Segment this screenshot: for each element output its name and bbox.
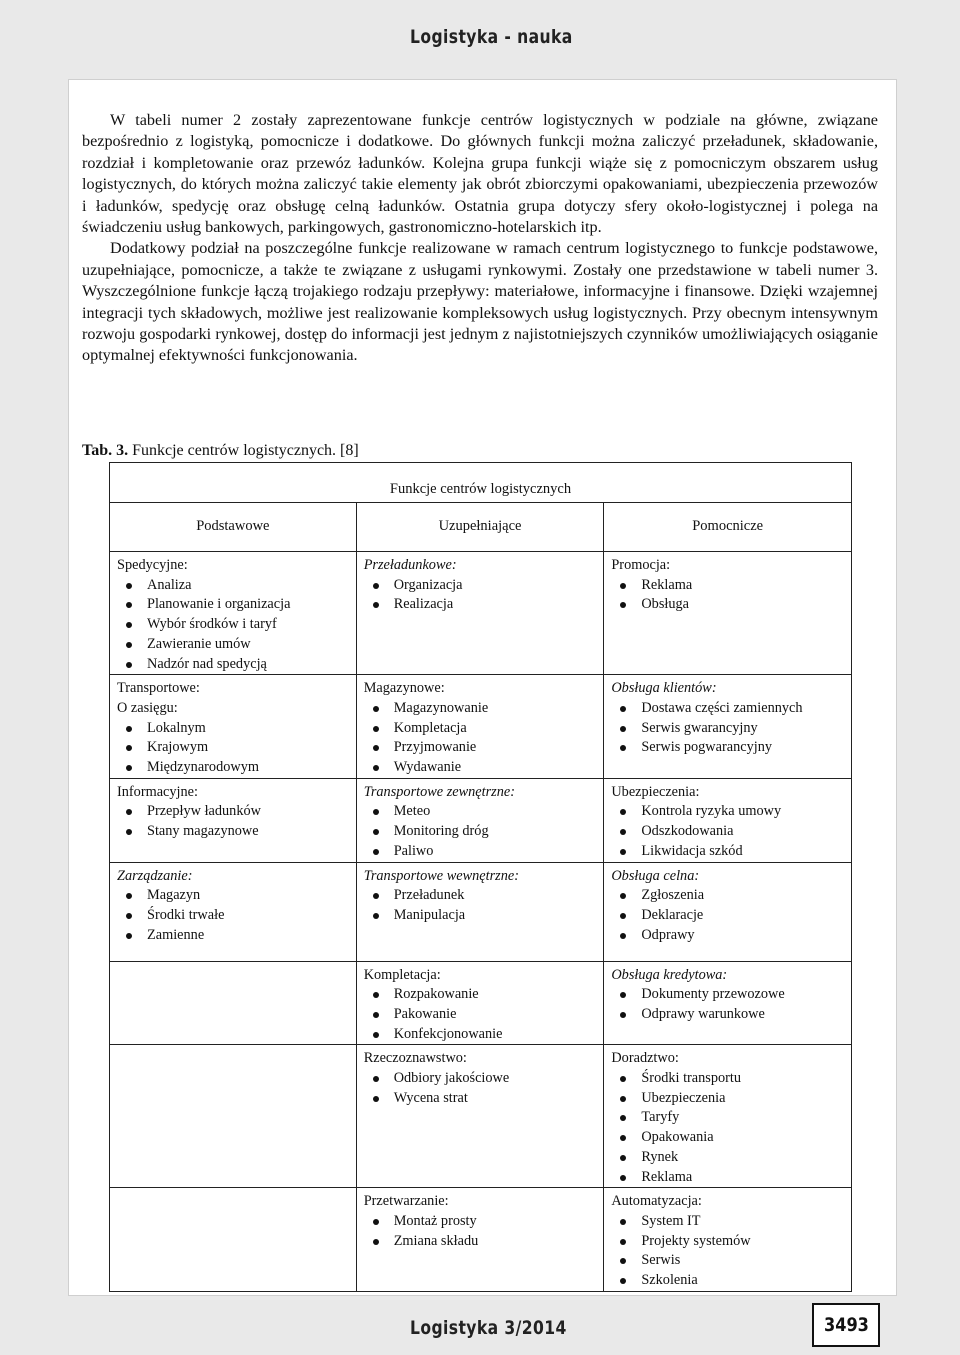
group-title: Doradztwo:: [611, 1050, 679, 1067]
table-cell: [604, 862, 852, 961]
table-cell: [604, 961, 852, 1045]
group-title: Transportowe:: [117, 680, 200, 697]
paragraph: W tabeli numer 2 zostały zaprezentowane funkcje centrów logistycznych w podziale na główne, związane bezpośrednio z logistyką, pomocnicze i dodatkowe. Do głównych funkcji można zaliczyć przeładunek, składowanie, rozdział i kompletowanie oraz przewóz ładunków. Kolejna grupa funkcji wiąże się z pomocniczym obszarem usług logistycznych, do których można zaliczyć takie elementy jak obrót zbiorczymi opakowaniami, ubezpieczenia przewozów i ładunków, spedycję oraz obsługę celną ładunków. Ostatnia grupa dotyczy sfery około-logistycznej i polega na świadczeniu usług bankowych, parkingowych, gastronomiczno-hotelarskich itp.: [82, 111, 878, 237]
list-item: Zamienne: [117, 926, 350, 946]
list-item: Przepływ ładunków: [117, 802, 350, 822]
column-header-pomocnicze: Pomocnicze: [604, 503, 852, 552]
functions-table: [109, 462, 852, 1292]
list-item: Konfekcjonowanie: [364, 1025, 598, 1045]
page-header: [0, 0, 960, 80]
page-number-box: [812, 1303, 880, 1347]
list-item: Serwis gwarancyjny: [611, 719, 845, 739]
bullet-list: [364, 1069, 598, 1108]
list-item: Odprawy: [611, 926, 845, 946]
list-item: Zmiana składu: [364, 1232, 598, 1252]
group-title: Spedycyjne:: [117, 557, 188, 573]
list-item: Międzynarodowym: [117, 758, 350, 778]
list-item: Organizacja: [364, 576, 598, 596]
table-cell: [604, 675, 852, 779]
table-cell: [604, 778, 852, 862]
table-cell: [356, 1188, 604, 1292]
group-title: Promocja:: [611, 557, 671, 573]
table-cell: [604, 552, 852, 675]
list-item: Obsługa: [611, 595, 845, 615]
list-item: Reklama: [611, 576, 845, 596]
list-item: Krajowym: [117, 738, 350, 758]
table-cell: [110, 675, 357, 779]
bullet-list: [117, 576, 350, 675]
list-item: Magazynowanie: [364, 699, 598, 719]
group-title: Przeładunkowe:: [363, 557, 457, 573]
list-item: Rynek: [611, 1148, 845, 1168]
list-item: Zgłoszenia: [611, 886, 845, 906]
table-row: [110, 862, 852, 961]
table-cell: [356, 862, 604, 961]
table-row: [110, 1045, 852, 1188]
bullet-list: [364, 576, 598, 615]
table-cell: [110, 552, 357, 675]
bullet-list: [611, 699, 845, 758]
paragraph: Dodatkowy podział na poszczególne funkcje realizowane w ramach centrum logistycznego to funkcje podstawowe, uzupełniające, pomocnicze, a także te związane z usługami rynkowymi. Zostały one przedstawione w tabeli numer 3. Wyszczególnione funkcje łączą trojakiego rodzaju przepływy: materiałowe, informacyjne i finansowe. Dzięki wzajemnej integracji tych składowych, możliwe jest realizowanie kompleksowych usług logistycznych. Przy obecnym intensywnym rozwoju gospodarki rynkowej, dostęp do informacji jest jednym z najistotniejszych czynników umożliwiających osiąganie optymalnej efektywności funkcjonowania.: [82, 239, 878, 365]
list-item: System IT: [611, 1212, 845, 1232]
group-title: Obsługa kredytowa:: [611, 966, 728, 983]
table-cell: [110, 1045, 357, 1188]
footer-journal: Logistyka 3/2014: [410, 1317, 567, 1339]
bullet-list: [364, 802, 598, 861]
table-caption: [82, 442, 359, 460]
list-item: Opakowania: [611, 1128, 845, 1148]
list-item: Deklaracje: [611, 906, 845, 926]
table-row: [110, 778, 852, 862]
list-item: Paliwo: [364, 842, 598, 862]
list-item: Serwis pogwarancyjny: [611, 738, 845, 758]
bullet-list: [364, 886, 598, 925]
group-title: Ubezpieczenia:: [611, 783, 700, 800]
group-title: Transportowe zewnętrzne:: [363, 783, 516, 800]
list-item: Odprawy warunkowe: [611, 1005, 845, 1025]
bullet-list: [611, 1212, 845, 1291]
list-item: Realizacja: [364, 595, 598, 615]
list-item: Kontrola ryzyka umowy: [611, 802, 845, 822]
list-item: Projekty systemów: [611, 1232, 845, 1252]
table-title: Funkcje centrów logistycznych: [110, 463, 852, 503]
list-item: Odbiory jakościowe: [364, 1069, 598, 1089]
caption-label: Tab. 3.: [82, 442, 129, 459]
table-cell: [356, 961, 604, 1045]
bullet-list: [364, 699, 598, 778]
list-item: Szkolenia: [611, 1271, 845, 1291]
group-title: Obsługa klientów:: [611, 680, 717, 697]
group-title: Rzeczoznawstwo:: [363, 1050, 467, 1067]
column-header-uzupelniajace: Uzupełniające: [356, 503, 604, 552]
list-item: Przyjmowanie: [364, 738, 598, 758]
list-item: Kompletacja: [364, 719, 598, 739]
list-item: Środki trwałe: [117, 906, 350, 926]
bullet-list: [117, 719, 350, 778]
group-title: Zarządzanie:: [117, 867, 193, 884]
bullet-list: [611, 1069, 845, 1187]
bullet-list: [611, 985, 845, 1024]
bullet-list: [611, 576, 845, 615]
list-item: Reklama: [611, 1168, 845, 1188]
list-item: Likwidacja szkód: [611, 842, 845, 862]
list-item: Meteo: [364, 802, 598, 822]
group-title: Obsługa celna:: [611, 867, 700, 884]
table-cell: [356, 778, 604, 862]
list-item: Nadzór nad spedycją: [117, 655, 350, 675]
table-row: [110, 552, 852, 675]
bullet-list: [117, 802, 350, 841]
group-title: Przetwarzanie:: [363, 1193, 449, 1210]
list-item: Magazyn: [117, 886, 350, 906]
bullet-list: [364, 985, 598, 1044]
list-item: Rozpakowanie: [364, 985, 598, 1005]
list-item: Stany magazynowe: [117, 822, 350, 842]
caption-text: Funkcje centrów logistycznych. [8]: [128, 442, 359, 459]
list-item: Montaż prosty: [364, 1212, 598, 1232]
list-item: Taryfy: [611, 1108, 845, 1128]
bullet-list: [611, 886, 845, 945]
group-title: Transportowe wewnętrzne:: [363, 867, 519, 884]
list-item: Zawieranie umów: [117, 635, 350, 655]
list-item: Manipulacja: [364, 906, 598, 926]
table-cell: [110, 862, 357, 961]
list-item: Wybór środków i taryf: [117, 615, 350, 635]
table-cell: [356, 675, 604, 779]
bullet-list: [364, 1212, 598, 1251]
table-cell: [110, 961, 357, 1045]
table-cell: [356, 1045, 604, 1188]
list-item: Serwis: [611, 1251, 845, 1271]
list-item: Monitoring dróg: [364, 822, 598, 842]
list-item: Lokalnym: [117, 719, 350, 739]
table-row: [110, 961, 852, 1045]
group-subtitle: O zasięgu:: [117, 699, 178, 716]
group-title: Informacyjne:: [117, 783, 198, 800]
list-item: Dostawa części zamiennych: [611, 699, 845, 719]
table-cell: [604, 1188, 852, 1292]
body-text: [82, 110, 878, 367]
group-title: Kompletacja:: [363, 966, 441, 983]
table-body: [110, 552, 852, 1292]
bullet-list: [611, 802, 845, 861]
bullet-list: [117, 886, 350, 945]
list-item: Środki transportu: [611, 1069, 845, 1089]
column-header-podstawowe: Podstawowe: [110, 503, 357, 552]
header-title: Logistyka - nauka: [410, 26, 573, 48]
table-cell: [604, 1045, 852, 1188]
list-item: Przeładunek: [364, 886, 598, 906]
table-cell: [110, 1188, 357, 1292]
list-item: Dokumenty przewozowe: [611, 985, 845, 1005]
group-title: Automatyzacja:: [611, 1193, 702, 1210]
table-cell: [356, 552, 604, 675]
list-item: Planowanie i organizacja: [117, 595, 350, 615]
table-row: [110, 675, 852, 779]
page-number: 3493: [823, 1314, 869, 1336]
list-item: Pakowanie: [364, 1005, 598, 1025]
list-item: Wycena strat: [364, 1089, 598, 1109]
list-item: Ubezpieczenia: [611, 1089, 845, 1109]
list-item: Wydawanie: [364, 758, 598, 778]
table-row: [110, 1188, 852, 1292]
group-title: Magazynowe:: [363, 680, 445, 697]
list-item: Odszkodowania: [611, 822, 845, 842]
table-cell: [110, 778, 357, 862]
list-item: Analiza: [117, 576, 350, 596]
